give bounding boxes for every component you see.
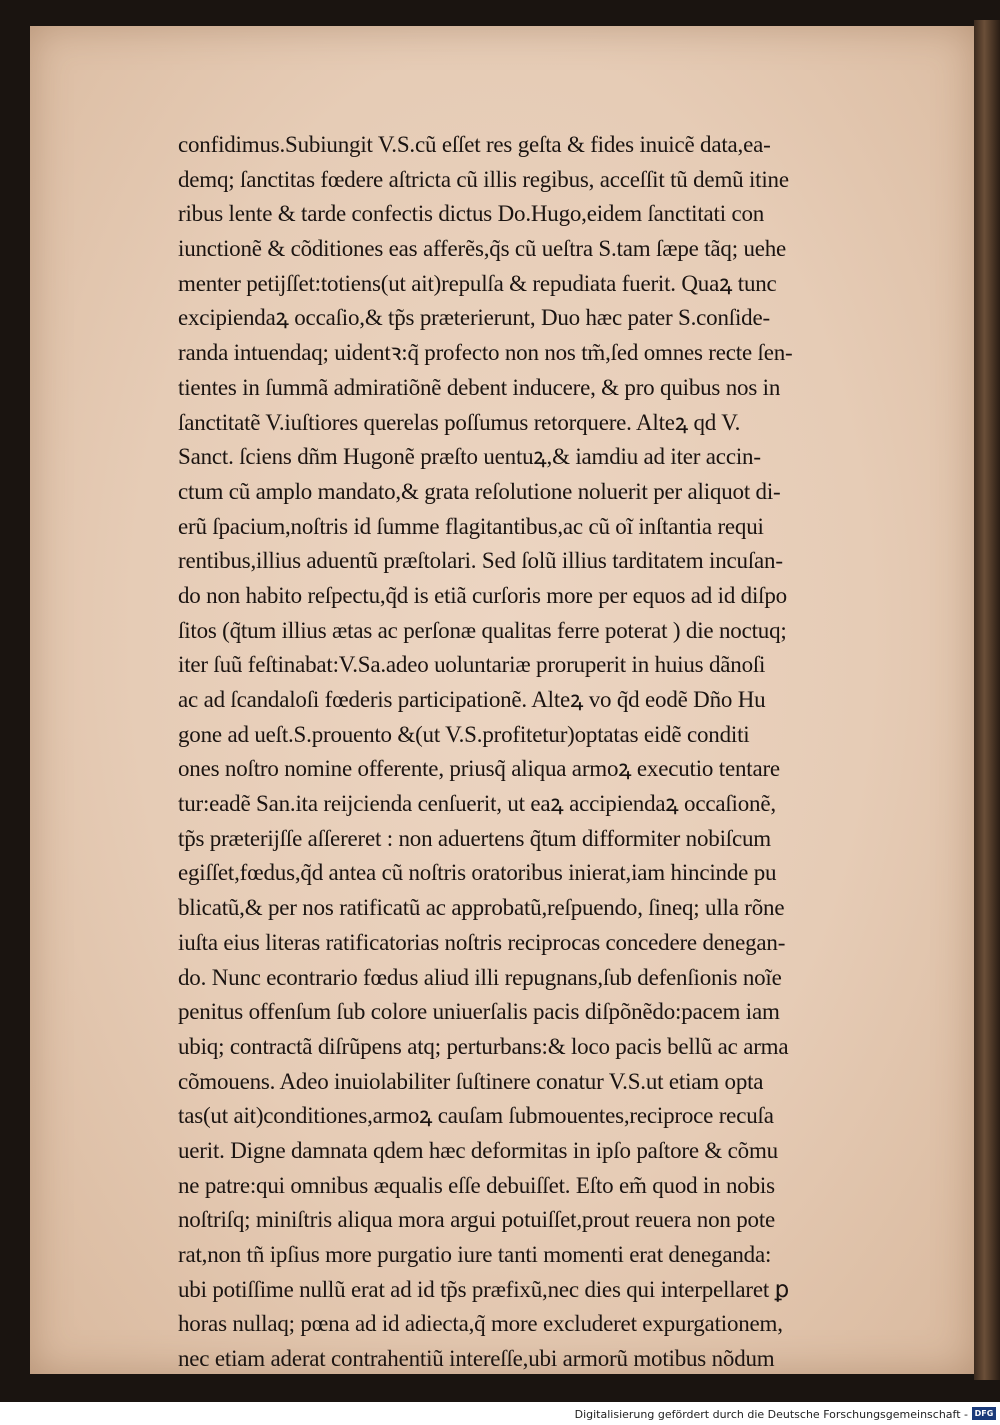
text-line: penitus offenſum ſub colore uniuerſalis pacis diſpõnẽdo:pacem iam [178,999,780,1025]
text-line: horas nullaq; pœna ad id adiecta,q̃ more excluderet expurgationem, [178,1311,783,1337]
footer [0,1404,1000,1425]
text-line: tas(ut ait)conditiones,armoꝝ cauſam ſubmouentes,reciproce recuſa [178,1103,774,1129]
text-line: iunctionẽ & cõditiones eas afferẽs,q̃s cũ ueſtra S.tam ſæpe tãq; uehe [178,236,787,262]
text-line: Sanct. ſciens dñm Hugonẽ præſto uentuꝝ,& iamdiu ad iter accin- [178,444,761,470]
text-line: confidimus.Subiungit V.S.cũ eſſet res geſta & fides inuicẽ data,ea- [178,132,771,157]
text-line: ubiq; contractã diſrũpens atq; perturbans:& loco pacis bellũ ac arma [178,1033,789,1059]
text-line: cõmouens. Adeo inuiolabiliter ſuſtinere conatur V.S.ut etiam opta [178,1068,764,1094]
text-line: do. Nunc econtrario fœdus aliud illi repugnans,ſub defenſionis noĩe [178,964,782,990]
text-line: erũ ſpacium,noſtris id ſumme flagitantibus,ac cũ oĩ inſtantia requi [178,513,764,539]
text-line: blicatũ,& per nos ratificatũ ac approbatũ,reſpuendo, ſineq; ulla rõne [178,895,785,921]
text-line: tientes in ſummã admiratiõnẽ debent inducere, & pro quibus nos in [178,374,781,400]
text-line: rat,non tñ ipſius more purgatio iure tanti momenti erat deneganda: [178,1242,772,1267]
text-line: iter ſuũ feſtinabat:V.Sa.adeo uoluntariæ proruperit in huius dãnoſi [178,652,766,678]
text-line: ones noſtro nomine offerente, priusq̃ aliqua armoꝝ executio tentare [178,756,780,782]
text-line: iuſta eius literas ratificatorias noſtris reciprocas concedere denegan- [178,929,786,955]
book-edge [974,20,1000,1380]
text-line: demq; ſanctitas fœdere aſtricta cũ illis regibus, acceſſit tũ demũ itine [178,166,789,192]
text-line: excipiendaꝝ occaſio,& tp̃s præterierunt, Duo hæc pater S.conſide- [178,305,770,331]
text-line: nec etiam aderat contrahentiũ intereſſe,ubi armorũ motibus nõdum [178,1346,775,1372]
text-line: egiſſet,fœdus,q̃d antea cũ noſtris oratoribus inierat,iam hincinde pu [178,860,777,886]
text-line: tp̃s præterijſſe aſſereret : non aduertens q̃tum difformiter nobiſcum [178,825,771,851]
text-line: rentibus,illius aduentũ præſtolari. Sed ſolũ illius tarditatem incuſan- [178,548,783,574]
text-line: tur:eadẽ San.ita reijcienda cenſuerit, ut eaꝝ accipiendaꝝ occaſionẽ, [178,791,776,817]
text-line: uerit. Digne damnata qdem hæc deformitas in ipſo paſtore & cõmu [178,1137,778,1163]
dfg-logo: DFG [972,1407,996,1420]
text-line: ribus lente & tarde confectis dictus Do.Hugo,eidem ſanctitati con [178,201,765,227]
text-line: ne patre:qui omnibus æqualis eſſe debuiſſet. Eſto em̃ quod in nobis [178,1172,775,1198]
text-line: ctum cũ amplo mandato,& grata reſolutione noluerit per aliquot di- [178,478,781,504]
footer-credit: Digitalisierung gefördert durch die Deutsche Forschungsgemeinschaft - [574,1408,968,1421]
text-line: noſtriſq; miniſtris aliqua mora argui potuiſſet,prout reuera non pote [178,1207,776,1233]
text-block [178,128,928,1377]
text-line: ſanctitatẽ V.iuſtiores querelas poſſumus retorquere. Alteꝝ qd V. [178,409,741,435]
text-line: do non habito reſpectu,q̃d is etiã curſoris more per equos ad id diſpo [178,582,787,608]
text-line: menter petijſſet:totiens(ut ait)repulſa & repudiata fuerit. Quaꝝ tunc [178,270,777,296]
text-line: ubi potiſſime nullũ erat ad id tp̃s præfixũ,nec dies qui interpellaret ꝑ [178,1276,790,1302]
text-line: ac ad ſcandaloſi fœderis participationẽ. Alteꝝ vo q̃d eodẽ Dño Hu [178,687,766,712]
text-line: randa intuendaq; uidentꝛ:q̃ profecto non nos tm̃,ſed omnes recte ſen- [178,340,793,366]
text-line: gone ad ueſt.S.prouento &(ut V.S.profitetur)optatas eidẽ conditi [178,721,750,747]
text-line: ſitos (q̃tum illius ætas ac perſonæ qualitas ferre poterat ) die noctuq; [178,617,787,643]
